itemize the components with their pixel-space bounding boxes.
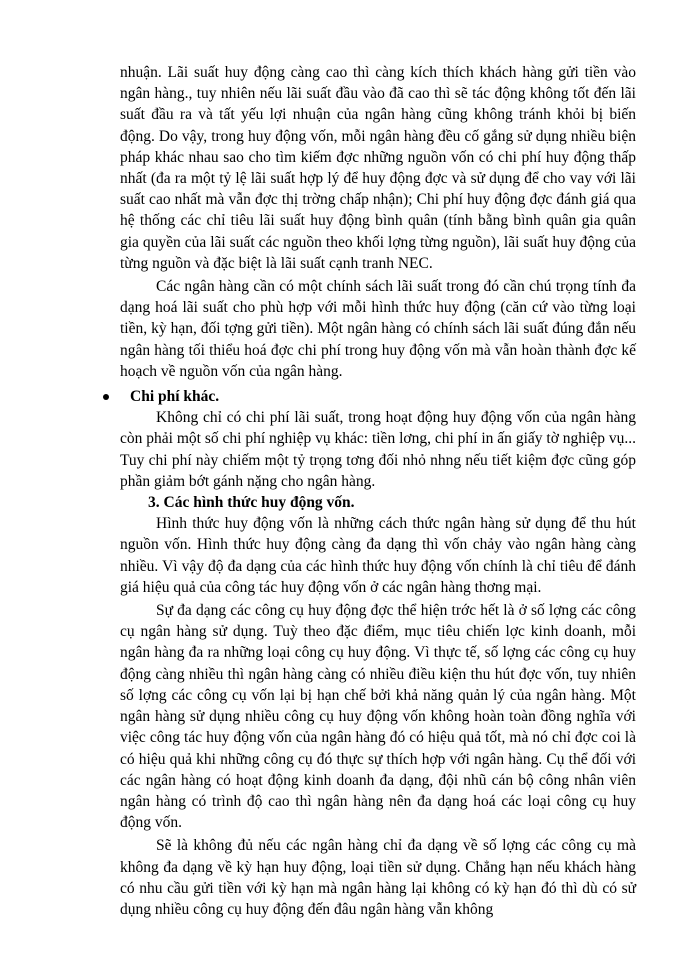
- paragraph-interest-policy: Các ngân hàng cần có một chính sách lãi suất trong đó cần chú trọng tính đa dạng hoá lãi suất cho phù hợp với mỗi hình thức huy động (căn cứ vào từng loại tiền, kỳ hạn, đối tợng gửi tiền). Một ngân hàng có chính sách lãi suất đúng đắn nếu ngân hàng tối thiểu hoá đợc chi phí trong huy động vốn mà vẫn hoàn thành đợc kế hoạch về nguồn vốn của ngân hàng.: [120, 278, 636, 380]
- bullet-dot-icon: [103, 394, 109, 400]
- paragraph-forms: Hình thức huy động vốn là những cách thức ngân hàng sử dụng để thu hút nguồn vốn. Hình thức huy động càng đa dạng thì vốn chảy vào ngân hàng càng nhiều. Vì vậy độ đa dạng của các hình thức huy động vốn chính là chỉ tiêu để đánh giá hiệu quả của công tác huy động vốn ở các ngân hàng thơng mại.: [120, 515, 636, 596]
- paragraph-interest-cost: nhuận. Lãi suất huy động càng cao thì càng kích thích khách hàng gửi tiền vào ngân hàng., tuy nhiên nếu lãi suất đầu vào đã cao thì sẽ tác động không tốt đến lãi suất đầu ra và tất yếu lợi nhuận của ngân hàng cũng không tránh khỏi bị biến động. Do vậy, trong huy động vốn, mỗi ngân hàng đều cố gắng sử dụng nhiều biện pháp khác nhau sao cho tìm kiếm đợc những nguồn vốn có chi phí huy động thấp nhất (đa ra một tỷ lệ lãi suất hợp lý để huy động đợc và sử dụng để cho vay với lãi suất cao nhất mà vẫn đợc thị trờng chấp nhận); Chi phí huy động đợc đánh giá qua hệ thống các chỉ tiêu lãi suất huy động bình quân (tính bằng bình quân gia quân gia quyền của lãi suất các nguồn theo khối lợng từng nguồn), lãi suất huy động của từng nguồn và đặc biệt là lãi suất cạnh tranh NEC.: [120, 64, 636, 272]
- paragraph-tool-diversity: Sự đa dạng các công cụ huy động đợc thể hiện trớc hết là ở số lợng các công cụ ngân hàng sử dụng. Tuỳ theo đặc điểm, mục tiêu chiến lợc kinh doanh, mỗi ngân hàng đa ra những loại công cụ huy động. Vì thực tế, số lợng các công cụ huy động càng nhiều thì ngân hàng càng có nhiều điều kiện thu hút đợc vốn, tuy nhiên số lợng các công cụ vốn lại bị hạn chế bởi khả năng quản lý của ngân hàng. Một ngân hàng sử dụng nhiều công cụ huy động vốn không hoàn toàn đồng nghĩa với việc công tác huy động vốn của ngân hàng đó có hiệu quả tốt, mà nó chỉ đợc coi là có hiệu quả khi những công cụ đó thực sự thích hợp với ngân hàng. Cụ thể đối với các ngân hàng có hoạt động kinh doanh đa dạng, đội nhũ cán bộ công nhân viên ngân hàng có trình độ cao thì ngân hàng nên đa dạng hoá các loại công cụ huy động vốn.: [120, 602, 636, 832]
- section-heading-3: 3. Các hình thức huy động vốn.: [148, 494, 355, 512]
- bullet-heading-text: Chi phí khác.: [130, 388, 220, 406]
- paragraph-term-diversity: Sẽ là không đủ nếu các ngân hàng chỉ đa dạng về số lợng các công cụ mà không đa dạng về kỳ hạn huy động, loại tiền sử dụng. Chẳng hạn nếu khách hàng có nhu cầu gửi tiền với kỳ hạn mà ngân hàng lại không có kỳ hạn đó thì dù có sử dụng nhiều công cụ huy động đến đâu ngân hàng vẫn không: [120, 837, 636, 918]
- paragraph-other-costs: Không chỉ có chi phí lãi suất, trong hoạt động huy động vốn của ngân hàng còn phải một số chi phí nghiệp vụ khác: tiền lơng, chi phí in ấn giấy tờ nghiệp vụ... Tuy chi phí này chiếm một tỷ trọng tơng đối nhỏ nhng nếu tiết kiệm đợc cũng góp phần giảm bớt gánh nặng cho ngân hàng.: [120, 409, 636, 490]
- bullet-heading-other-costs: [120, 386, 636, 407]
